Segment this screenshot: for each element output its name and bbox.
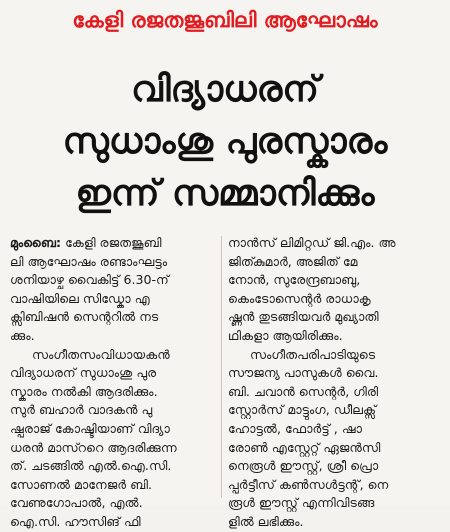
kicker-heading: കേളി രജതജൂബിലി ആഘോഷം (72, 8, 378, 32)
column-line: ഹോട്ടൽ, ഫോർട്ട് , ഷാ (228, 420, 363, 436)
column-line: സ്റ്റോർസ് മാട്ടുംഗ, ഡീലക്സ് (228, 402, 377, 418)
column-line: സുർ ബഹാർ വാദകൻ പു (10, 402, 153, 418)
column-line: നെരൂൾ ഈസ്റ്റ്, ശ്രീ പ്രൊ (228, 458, 379, 474)
column-line: ഐ.സി. ഹൗസിങ് ഫി (10, 513, 141, 529)
column-line: സംഗീതസംവിധായകൻ (32, 346, 170, 362)
column-line: വിദ്യാധരന് സുധാംശു പുര (10, 365, 157, 381)
column-line: രോൺ എസ്റ്റേറ്റ് ഏജൻസി (228, 439, 381, 455)
column-line: ത്. ചടങ്ങിൽ എൽ.ഐ.സി. (10, 458, 172, 474)
column-line: മുംബൈ: കേളി രജതജൂബി (10, 235, 162, 250)
column-line: ക്സിബിഷൻ സെന്ററിൽ നട (10, 309, 159, 325)
column-line: ഷ്ണൻ തുടങ്ങിയവർ മുഖ്യാതി (228, 309, 379, 325)
column-line: ലി ആഘോഷം രണ്ടാംഘട്ടം (10, 253, 168, 269)
column-line: രൂൾ ഈസ്റ്റ് എന്നിവിടങ്ങ (228, 495, 375, 511)
column-line: നോൻ, സുരേന്ദ്രബാബു, (228, 272, 361, 288)
column-line: സോണൽ മാനേജർ ബി. (10, 476, 152, 492)
column-line: വേണുഗോപാൽ, എൽ. (10, 495, 143, 511)
column-line: ളിൽ ലഭിക്കും. (228, 513, 304, 529)
column-line: ഥികളാ ആയിരിക്കും. (228, 327, 343, 343)
article-column-left (10, 234, 220, 532)
headline (0, 64, 450, 220)
headline-line-3: ഇന്ന് സമ്മാനിക്കും (75, 173, 375, 214)
column-line: സ്കാരം നൽകി ആദരിക്കും. (10, 383, 158, 399)
column-line: നാൻസ് ലിമിറ്റഡ് ജി.എം. അ (228, 235, 396, 250)
column-line: ധരൻ മാസ്ററെ ആദരിക്കുന്ന (10, 439, 177, 455)
column-divider (221, 236, 222, 498)
column-line: ക്കും. (10, 327, 35, 343)
column-line: ബി. ചവാൻ സെന്റർ, ഗിരി (228, 383, 379, 399)
column-line: പ്പർട്ടീസ് കൺസൾട്ടന്റ്, നെ (228, 476, 389, 492)
article-column-right (228, 234, 438, 532)
dateline: മുംബൈ: (10, 235, 62, 250)
headline-line-2: സുധാംശു പുരസ്കാരം (62, 121, 388, 162)
column-line: സംഗീതപരിപാടിയുടെ (250, 346, 376, 362)
column-line: ശനിയാഴ്ച വൈകിട്ട് 6.30-ന് (10, 272, 169, 288)
column-line: സൗജന്യ പാസുകൾ വൈ. (228, 365, 379, 381)
headline-line-1: വിദ്യാധരന് (131, 69, 319, 110)
column-line: കെംടോസെന്റർ രാധാകൃ (228, 290, 371, 306)
column-line: വാഷിയിലെ സിഡ്കോ എ (10, 290, 150, 306)
column-line: ഷ്പരാജ് കോഷ്ടിയാണ് വിദ്യാ (10, 420, 170, 436)
column-line: ജിത്കുമാർ, അജിത് മേ (228, 253, 358, 269)
